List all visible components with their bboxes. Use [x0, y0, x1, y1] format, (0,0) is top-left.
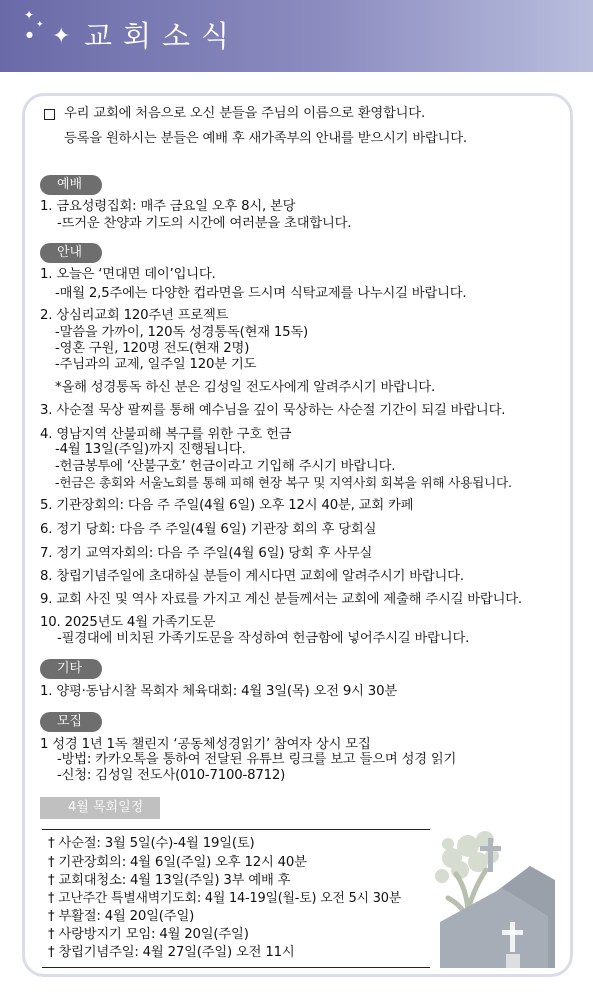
notice-item: 7. 정기 교역자회의: 다음 주 주일(4월 6일) 당회 후 사무실 — [40, 546, 373, 561]
welcome-line: 우리 교회에 처음으로 오신 분들을 주님의 이름으로 환영합니다. — [64, 106, 425, 121]
schedule-item: † 기관장회의: 4월 6일(주일) 오후 12시 40분 — [48, 855, 307, 870]
notice-item: -필경대에 비치된 가족기도문을 작성하여 헌금함에 넣어주시길 바랍니다. — [57, 631, 470, 646]
recruit-item: -방법: 카카오톡을 통하여 전달된 유튜브 링크를 보고 들으며 성경 읽기 — [57, 752, 457, 767]
schedule-header: 4월 목회일정 — [40, 797, 160, 819]
notice-item: 1. 오늘은 ‘면대면 데이’입니다. — [40, 267, 216, 282]
recruit-item: -신청: 김성일 전도사(010-7100-8712) — [57, 768, 286, 783]
section-pill-notice: 안내 — [40, 243, 102, 263]
schedule-item: † 사순절: 3월 5일(수)-4월 19일(토) — [48, 836, 255, 851]
sparkle-icon: ✦ — [52, 24, 71, 49]
notice-item: 5. 기관장회의: 다음 주 주일(4월 6일) 오후 12시 40분, 교회 카페 — [40, 498, 414, 513]
worship-item: -뜨거운 찬양과 기도의 시간에 여러분을 초대합니다. — [57, 216, 352, 231]
notice-item: 4. 영남지역 산불피해 복구를 위한 구호 헌금 — [40, 427, 292, 442]
schedule-item: † 교회대청소: 4월 13일(주일) 3부 예배 후 — [48, 873, 291, 888]
notice-item: *올해 성경통독 하신 분은 김성일 전도사에게 알려주시기 바랍니다. — [55, 380, 436, 395]
recruit-item: 1 성경 1년 1독 챌린지 ‘공동체성경읽기’ 참여자 상시 모집 — [40, 737, 371, 752]
notice-item: -매월 2,5주에는 다양한 컵라면을 드시며 식탁교제를 나누시길 바랍니다. — [55, 286, 467, 301]
schedule-divider — [42, 829, 430, 830]
welcome-line: 등록을 원하시는 분들은 예배 후 새가족부의 안내를 받으시기 바랍니다. — [64, 131, 467, 146]
notice-item: -헌금봉투에 ‘산불구호’ 헌금이라고 기입해 주시기 바랍니다. — [55, 459, 396, 474]
schedule-item: † 사랑방지기 모임: 4월 20일(주일) — [48, 927, 249, 942]
schedule-divider — [42, 967, 430, 968]
notice-item: -주님과의 교제, 일주일 120분 기도 — [55, 357, 257, 372]
notice-item: 3. 사순절 묵상 팔찌를 통해 예수님을 깊이 묵상하는 사순절 기간이 되길 바랍니다. — [40, 403, 506, 418]
notice-item: 9. 교회 사진 및 역사 자료를 가지고 계신 분들께서는 교회에 제출해 주시길 바랍니다. — [40, 592, 522, 607]
sparkle-icon: ● — [26, 30, 33, 39]
section-pill-other: 기타 — [40, 659, 102, 679]
schedule-item: † 창립기념주일: 4월 27일(주일) 오전 11시 — [48, 945, 295, 960]
sparkle-icon: ✦ — [36, 20, 44, 30]
notice-item: -말씀을 가까이, 120독 성경통독(현재 15독) — [55, 325, 309, 340]
notice-item: 10. 2025년도 4월 가족기도문 — [40, 615, 216, 630]
section-pill-recruit: 모집 — [40, 712, 102, 732]
notice-item: 6. 정기 당회: 다음 주 주일(4월 6일) 기관장 회의 후 당회실 — [40, 522, 377, 537]
worship-item: 1. 금요성령집회: 매주 금요일 오후 8시, 본당 — [40, 199, 296, 214]
section-pill-worship: 예배 — [40, 175, 102, 195]
notice-item: -헌금은 총회와 서울노회를 통해 피해 현장 복구 및 지역사회 회복을 위해 사용됩니다. — [55, 475, 512, 490]
other-item: 1. 양평·동남시찰 목회자 체육대회: 4월 3일(목) 오전 9시 30분 — [40, 684, 397, 699]
notice-item: 2. 상심리교회 120주년 프로젝트 — [40, 308, 229, 323]
header-banner — [0, 0, 593, 72]
notice-item: 8. 창립기념주일에 초대하실 분들이 계시다면 교회에 알려주시기 바랍니다. — [40, 569, 464, 584]
notice-item: -4월 13일(주일)까지 진행됩니다. — [55, 442, 246, 457]
notice-item: -영혼 구원, 120명 전도(현재 2명) — [55, 341, 250, 356]
checkbox-icon — [44, 109, 55, 120]
page-title: 교회소식 — [84, 19, 241, 53]
sparkle-icon: ✦ — [24, 8, 35, 22]
schedule-item: † 고난주간 특별새벽기도회: 4월 14-19일(월-토) 오전 5시 30분 — [48, 891, 402, 906]
church-illustration — [430, 818, 555, 968]
schedule-item: † 부활절: 4월 20일(주일) — [48, 909, 195, 924]
